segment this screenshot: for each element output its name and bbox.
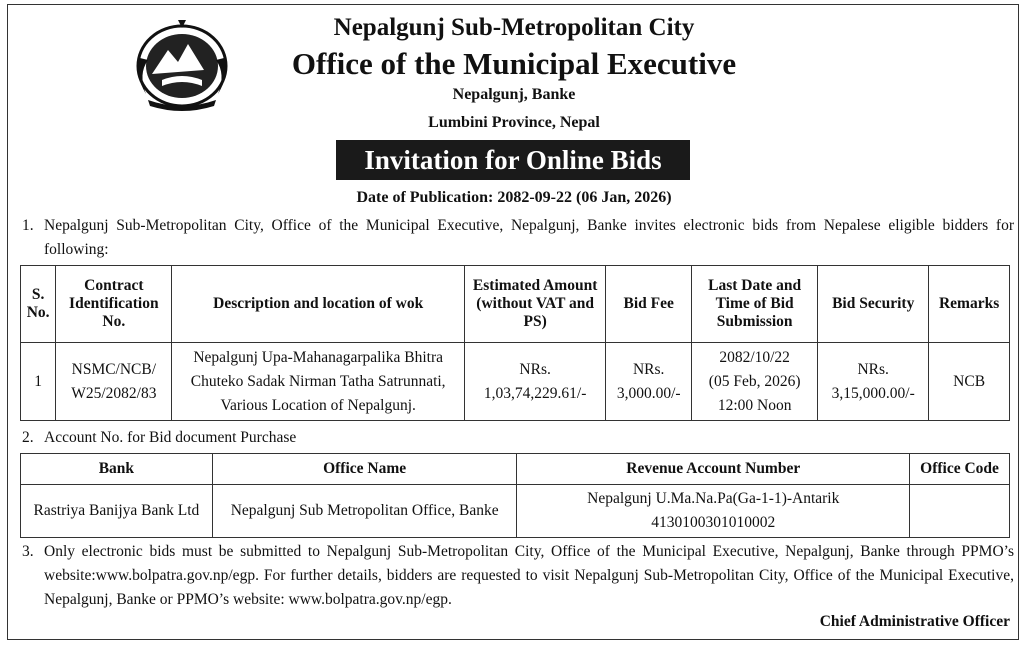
cell-line: NRs. (519, 360, 551, 378)
notice-banner: Invitation for Online Bids (336, 140, 690, 180)
city-name: Nepalgunj Sub-Metropolitan City (333, 14, 695, 41)
address-line-2: Lumbini Province, Nepal (428, 114, 600, 131)
cell-line: Nepalgunj U.Ma.Na.Pa(Ga-1-1)-Antarik (587, 490, 840, 507)
header-bank: Bank (21, 454, 213, 485)
cell-line: 1,03,74,229.61/- (483, 384, 587, 402)
cell-line: NSMC/NCB/ (71, 360, 157, 378)
cell-sn: 1 (21, 343, 56, 421)
cell-account-number (517, 485, 910, 538)
cell-line: Various Location of Nepalgunj. (220, 396, 416, 414)
cell-line: Chuteko Sadak Nirman Tatha Satrunnati, (190, 372, 446, 390)
office-title: Office of the Municipal Executive (291, 46, 737, 81)
cell-fee (606, 343, 692, 421)
paragraph-number: 1. (22, 217, 34, 234)
header-security: Bid Security (818, 266, 929, 343)
cell-line: NRs. (632, 360, 665, 378)
bid-table (20, 265, 1010, 421)
cell-bank: Rastriya Banijya Bank Ltd (21, 485, 213, 538)
cell-line: 3,15,000.00/- (831, 384, 915, 402)
cell-description (172, 343, 465, 421)
header-office-code: Office Code (910, 454, 1010, 485)
cell-line: 2082/10/22 (719, 348, 790, 366)
cell-line: 4130100301010002 (651, 514, 776, 531)
header-remarks: Remarks (929, 266, 1010, 343)
cell-remarks: NCB (929, 343, 1010, 421)
signatory-title: Chief Administrative Officer (819, 613, 1010, 630)
cell-line: 3,000.00/- (616, 384, 681, 402)
cell-office-code (910, 485, 1010, 538)
header-sn: S. No. (21, 266, 56, 343)
cell-security (818, 343, 929, 421)
header-amount: Estimated Amount (without VAT and PS) (465, 266, 606, 343)
account-table (20, 453, 1010, 538)
cell-line: 12:00 Noon (717, 396, 792, 414)
paragraph-number: 3. (22, 543, 34, 560)
paragraph-text: Only electronic bids must be submitted to Nepalgunj Sub-Metropolitan City, Office of the Municipal Executive, Nepalgunj, Banke through PPMO’s website:www.bolpatra.gov.np/egp. For further details, bidders are requested to visit Nepalgunj Sub-Metropolitan City, Office of the Municipal Executive, Nepalgunj, Banke or PPMO’s website: www.bolpatra.gov.np/egp. (44, 543, 1014, 608)
paragraph-text: Account No. for Bid document Purchase (44, 429, 297, 446)
paragraph-2 (22, 426, 1014, 450)
header-office-name: Office Name (212, 454, 517, 485)
header-account-number: Revenue Account Number (517, 454, 910, 485)
header-contract: Contract Identification No. (56, 266, 172, 343)
paragraph-1 (22, 214, 1014, 262)
cell-line: (05 Feb, 2026) (708, 372, 801, 390)
cell-office-name: Nepalgunj Sub Metropolitan Office, Banke (212, 485, 517, 538)
header-description: Description and location of wok (172, 266, 465, 343)
cell-line: Nepalgunj Upa-Mahanagarpalika Bhitra (193, 348, 443, 366)
header-fee: Bid Fee (606, 266, 692, 343)
table-row (21, 485, 1010, 538)
cell-deadline (692, 343, 818, 421)
header-deadline: Last Date and Time of Bid Submission (692, 266, 818, 343)
table-header-row (21, 454, 1010, 485)
table-row (21, 343, 1010, 421)
cell-contract (56, 343, 172, 421)
paragraph-number: 2. (22, 429, 34, 446)
cell-line: NRs. (857, 360, 889, 378)
cell-amount (465, 343, 606, 421)
paragraph-3 (22, 540, 1014, 612)
publication-date: Date of Publication: 2082-09-22 (06 Jan, 2026) (356, 189, 672, 206)
cell-line: W25/2082/83 (71, 384, 157, 402)
paragraph-text: Nepalgunj Sub-Metropolitan City, Office of the Municipal Executive, Nepalgunj, Banke invites electronic bids from Nepalese eligible bidders for following: (44, 217, 1014, 258)
table-header-row (21, 266, 1010, 343)
address-line-1: Nepalgunj, Banke (452, 86, 576, 103)
